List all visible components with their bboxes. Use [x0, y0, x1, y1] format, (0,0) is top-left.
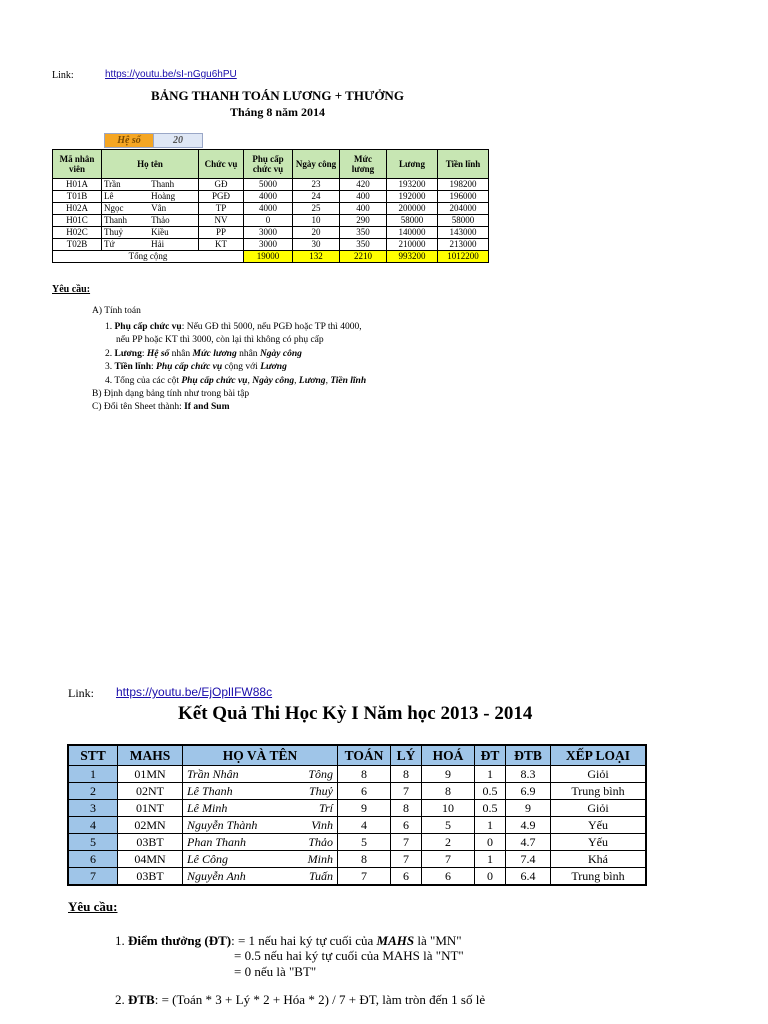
total-cell[interactable]: 2210 [340, 251, 387, 263]
table-cell[interactable]: 204000 [438, 203, 489, 215]
table-cell[interactable]: 210000 [387, 239, 438, 251]
table-cell[interactable]: 0.5 [475, 783, 506, 800]
header-physics: LÝ [391, 745, 422, 766]
table-cell[interactable]: TP [199, 203, 244, 215]
table-cell[interactable]: 5000 [244, 179, 293, 191]
requirement-2: 2. ĐTB: = (Toán * 3 + Lý * 2 + Hóa * 2) / 7 + ĐT, làm tròn đến 1 số lẻ [115, 992, 486, 1007]
table-cell[interactable]: 23 [293, 179, 340, 191]
table-cell[interactable]: 350 [340, 239, 387, 251]
table-cell[interactable]: 4000 [244, 191, 293, 203]
header-stt: STT [68, 745, 118, 766]
req-separator: , [294, 376, 299, 386]
salary-table [52, 149, 489, 263]
requirements-heading: Yêu cầu: [68, 899, 118, 914]
req-text: C) Đổi tên Sheet thành: [92, 402, 185, 412]
table-cell[interactable]: Nguyễn Thành [183, 817, 291, 834]
requirement-2: 2. Lương: Hệ số nhân Mức lương nhân Ngày công [105, 349, 302, 359]
req-term: Phụ cấp chức vụ [156, 362, 223, 372]
table-cell[interactable]: 5 [338, 834, 391, 851]
video-link[interactable]: https://youtu.be/EjOplIFW88c [116, 685, 273, 699]
table-cell[interactable]: 4000 [244, 203, 293, 215]
table-cell[interactable]: 420 [340, 179, 387, 191]
exam-results-table [67, 744, 647, 886]
table-cell[interactable]: 6.9 [506, 783, 551, 800]
table-cell[interactable]: 9 [338, 800, 391, 817]
requirement-1-cont: nếu PP hoặc KT thì 3000, còn lại thì không có phụ cấp [116, 335, 324, 345]
req-text: Tổng của các cột [114, 376, 182, 386]
coefficient-value[interactable]: 20 [154, 134, 203, 148]
table-cell[interactable]: 20 [293, 227, 340, 239]
req-text: : [141, 349, 147, 359]
table-cell[interactable]: Ngọc [102, 203, 150, 215]
table-cell[interactable]: Nguyễn Anh [183, 868, 291, 886]
total-cell[interactable]: 132 [293, 251, 340, 263]
requirement-1-cont: = 0 nếu là "BT" [234, 964, 317, 979]
req-term: Tiền lĩnh [114, 362, 152, 372]
header-ranking: XẾP LOẠI [551, 745, 647, 766]
exam-title: Kết Quả Thi Học Kỳ I Năm học 2013 - 2014 [178, 703, 533, 724]
table-cell[interactable]: Trần [102, 179, 150, 191]
req-text: : = 1 nếu hai ký tự cuối của [231, 933, 377, 948]
table-cell[interactable]: 8 [338, 766, 391, 783]
table-row [53, 215, 489, 227]
table-cell[interactable]: T02B [53, 239, 102, 251]
table-cell[interactable]: NV [199, 215, 244, 227]
table-cell[interactable]: Thuỷ [291, 783, 338, 800]
header-math: TOÁN [338, 745, 391, 766]
table-cell[interactable]: Yếu [551, 817, 647, 834]
header-full-name: Họ tên [102, 150, 199, 179]
req-text: nhân [236, 349, 260, 359]
table-cell[interactable]: Tứ [102, 239, 150, 251]
requirement-1: 1. Phụ cấp chức vụ: Nếu GĐ thì 5000, nếu PGĐ hoặc TP thì 4000, [105, 322, 362, 332]
table-cell[interactable]: Tông [291, 766, 338, 783]
table-cell[interactable]: Lê Thanh [183, 783, 291, 800]
table-cell[interactable]: 1 [475, 817, 506, 834]
table-cell[interactable]: Thanh [149, 179, 198, 191]
coefficient-box [104, 133, 203, 148]
table-cell[interactable]: Trung bình [551, 868, 647, 886]
table-cell[interactable]: 5 [422, 817, 475, 834]
table-cell[interactable]: Lê Minh [183, 800, 291, 817]
header-work-days: Ngày công [293, 150, 340, 179]
requirements-heading: Yêu cầu: [52, 284, 91, 295]
table-cell[interactable]: 9 [506, 800, 551, 817]
req-term: Phụ cấp chức vụ [114, 322, 182, 332]
table-cell[interactable]: Lê [102, 191, 150, 203]
table-cell[interactable]: 200000 [387, 203, 438, 215]
table-cell[interactable]: 2 [422, 834, 475, 851]
table-cell[interactable]: Giỏi [551, 800, 647, 817]
header-bonus: ĐT [475, 745, 506, 766]
table-cell[interactable]: 213000 [438, 239, 489, 251]
req-term: Điểm thưởng (ĐT) [128, 933, 232, 948]
req-text: : Nếu GĐ thì 5000, nếu PGĐ hoặc TP thì 4000, [181, 322, 362, 332]
total-cell[interactable]: 993200 [387, 251, 438, 263]
table-cell[interactable]: 8 [338, 851, 391, 868]
table-cell[interactable]: Trí [291, 800, 338, 817]
table-cell[interactable]: 10 [422, 800, 475, 817]
req-term: Ngày công [252, 376, 295, 386]
table-cell[interactable]: Thảo [149, 215, 198, 227]
requirement-1: 1. Điểm thưởng (ĐT): = 1 nếu hai ký tự cuối của MAHS là "MN" [115, 933, 462, 948]
table-cell[interactable]: Thanh [102, 215, 150, 227]
table-cell[interactable]: 8.3 [506, 766, 551, 783]
req-term: Tiền lĩnh [330, 376, 367, 386]
table-cell[interactable]: PP [199, 227, 244, 239]
table-row [68, 817, 646, 834]
table-cell[interactable]: 01NT [118, 800, 183, 817]
table-cell[interactable]: H02C [53, 227, 102, 239]
table-cell[interactable]: 3 [68, 800, 118, 817]
table-cell[interactable]: 03BT [118, 868, 183, 886]
req-text: nhân [169, 349, 193, 359]
table-row [68, 834, 646, 851]
table-cell[interactable]: 24 [293, 191, 340, 203]
table-cell[interactable]: 140000 [387, 227, 438, 239]
total-cell[interactable]: 1012200 [438, 251, 489, 263]
table-cell[interactable]: 8 [391, 766, 422, 783]
table-cell[interactable]: Khá [551, 851, 647, 868]
requirement-b: B) Định dạng bảng tính như trong bài tập [92, 389, 250, 399]
total-label: Tổng cộng [53, 251, 244, 263]
table-cell[interactable]: Hải [149, 239, 198, 251]
req-separator: , [325, 376, 331, 386]
table-row [53, 239, 489, 251]
table-cell[interactable]: Tuấn [291, 868, 338, 886]
table-row [53, 227, 489, 239]
table-cell[interactable]: 350 [340, 227, 387, 239]
table-row [53, 191, 489, 203]
table-cell[interactable]: Thuỷ [102, 227, 150, 239]
table-cell[interactable]: 143000 [438, 227, 489, 239]
table-cell[interactable]: 7 [68, 868, 118, 886]
table-cell[interactable]: 58000 [387, 215, 438, 227]
table-cell[interactable]: 02MN [118, 817, 183, 834]
table-cell[interactable]: 6 [422, 868, 475, 886]
table-cell[interactable]: H02A [53, 203, 102, 215]
link-label: Link: [52, 70, 74, 81]
req-term: Mức lương [192, 349, 237, 359]
total-cell[interactable]: 19000 [244, 251, 293, 263]
table-cell[interactable]: 02NT [118, 783, 183, 800]
req-term: Lương [260, 362, 287, 372]
req-term: Ngày công [259, 349, 302, 359]
table-cell[interactable]: Hoàng [149, 191, 198, 203]
table-cell[interactable]: 4 [338, 817, 391, 834]
table-cell[interactable]: Minh [291, 851, 338, 868]
header-chemistry: HOÁ [422, 745, 475, 766]
table-cell[interactable]: 6 [391, 868, 422, 886]
table-cell[interactable]: Giỏi [551, 766, 647, 783]
table-cell[interactable]: 7 [391, 851, 422, 868]
table-cell[interactable]: 6 [391, 817, 422, 834]
table-cell[interactable]: 400 [340, 203, 387, 215]
table-cell[interactable]: GĐ [199, 179, 244, 191]
table-cell[interactable]: Yếu [551, 834, 647, 851]
table-cell[interactable]: 4 [68, 817, 118, 834]
table-cell[interactable]: 1 [68, 766, 118, 783]
requirement-c [92, 401, 230, 414]
table-cell[interactable]: 1 [475, 851, 506, 868]
table-cell[interactable]: 4.9 [506, 817, 551, 834]
req-text: là "MN" [414, 933, 462, 948]
header-position: Chức vụ [199, 150, 244, 179]
table-cell[interactable]: 4.7 [506, 834, 551, 851]
requirement-3: 3. Tiền lĩnh: Phụ cấp chức vụ cộng với Lương [105, 362, 287, 372]
table-cell[interactable]: 04MN [118, 851, 183, 868]
table-cell[interactable]: 2 [68, 783, 118, 800]
table-row [68, 851, 646, 868]
req-term: Hệ số [146, 349, 170, 359]
table-cell[interactable]: 193200 [387, 179, 438, 191]
header-average: ĐTB [506, 745, 551, 766]
req-text: : = (Toán * 3 + Lý * 2 + Hóa * 2) / 7 + ĐT, làm tròn đến 1 số lẻ [154, 992, 486, 1007]
table-cell[interactable]: Vân [149, 203, 198, 215]
table-cell[interactable]: 3000 [244, 239, 293, 251]
table-cell[interactable]: 7 [422, 851, 475, 868]
table-cell[interactable]: 58000 [438, 215, 489, 227]
coefficient-label: Hệ số [105, 134, 154, 148]
table-cell[interactable]: 198200 [438, 179, 489, 191]
table-cell[interactable]: 7 [391, 783, 422, 800]
table-cell[interactable]: 400 [340, 191, 387, 203]
requirement-1-cont: = 0.5 nếu hai ký tự cuối của MAHS là "NT" [234, 948, 464, 963]
table-cell[interactable]: 1 [475, 766, 506, 783]
table-cell[interactable]: Vinh [291, 817, 338, 834]
table-row [53, 179, 489, 191]
req-term: Lương [298, 376, 326, 386]
table-row [68, 800, 646, 817]
table-cell[interactable]: H01C [53, 215, 102, 227]
page-title: BẢNG THANH TOÁN LƯƠNG + THƯỞNG [151, 88, 404, 103]
req-term: If and Sum [184, 402, 230, 412]
table-cell[interactable]: Lê Công [183, 851, 291, 868]
table-cell[interactable]: Trung bình [551, 783, 647, 800]
header-salary-level: Mức lương [340, 150, 387, 179]
table-cell[interactable]: 6.4 [506, 868, 551, 886]
table-cell[interactable]: Kiều [149, 227, 198, 239]
table-cell[interactable]: 9 [422, 766, 475, 783]
req-separator: , [247, 376, 253, 386]
header-take-home: Tiền lĩnh [438, 150, 489, 179]
req-term: Lương [114, 349, 142, 359]
table-cell[interactable]: 192000 [387, 191, 438, 203]
table-cell[interactable]: 7 [391, 834, 422, 851]
table-row [53, 203, 489, 215]
table-row [68, 783, 646, 800]
table-cell[interactable]: 7 [338, 868, 391, 886]
table-cell[interactable]: 196000 [438, 191, 489, 203]
table-cell[interactable]: 0 [475, 868, 506, 886]
req-term: Phụ cấp chức vụ [181, 376, 248, 386]
table-cell[interactable]: 10 [293, 215, 340, 227]
total-row [53, 251, 489, 263]
header-salary: Lương [387, 150, 438, 179]
table-cell[interactable]: 8 [422, 783, 475, 800]
table-cell[interactable]: 0 [475, 834, 506, 851]
req-text: : [151, 362, 157, 372]
table-row [68, 868, 646, 886]
requirement-4: 4. Tổng của các cột Phụ cấp chức vụ, Ngày công, Lương, Tiền lĩnh [105, 376, 367, 386]
table-cell[interactable]: 0.5 [475, 800, 506, 817]
page-subtitle: Tháng 8 năm 2014 [229, 105, 326, 119]
header-full-name: HỌ VÀ TÊN [183, 745, 338, 766]
header-allowance: Phụ cấp chức vụ [244, 150, 293, 179]
table-cell[interactable]: H01A [53, 179, 102, 191]
table-cell[interactable]: Phan Thanh [183, 834, 291, 851]
table-row [68, 766, 646, 783]
table-cell[interactable]: 03BT [118, 834, 183, 851]
link-label: Link: [68, 686, 94, 700]
req-term: ĐTB [128, 992, 155, 1007]
table-cell[interactable]: 25 [293, 203, 340, 215]
req-text: cộng với [222, 362, 261, 372]
req-term: MAHS [376, 933, 415, 948]
header-student-id: MAHS [118, 745, 183, 766]
table-cell[interactable]: Trần Nhân [183, 766, 291, 783]
table-cell[interactable]: KT [199, 239, 244, 251]
table-cell[interactable]: 8 [391, 800, 422, 817]
table-cell[interactable]: 7.4 [506, 851, 551, 868]
video-link[interactable]: https://youtu.be/sI-nGgu6hPU [105, 69, 237, 80]
table-cell[interactable]: 01MN [118, 766, 183, 783]
table-cell[interactable]: PGĐ [199, 191, 244, 203]
table-cell[interactable]: 3000 [244, 227, 293, 239]
table-cell[interactable]: 290 [340, 215, 387, 227]
table-cell[interactable]: Thảo [291, 834, 338, 851]
table-cell[interactable]: 0 [244, 215, 293, 227]
table-cell[interactable]: 30 [293, 239, 340, 251]
table-cell[interactable]: T01B [53, 191, 102, 203]
requirement-a: A) Tính toán [92, 306, 141, 316]
table-cell[interactable]: 5 [68, 834, 118, 851]
table-cell[interactable]: 6 [68, 851, 118, 868]
header-employee-id: Mã nhân viên [53, 150, 102, 179]
table-cell[interactable]: 6 [338, 783, 391, 800]
